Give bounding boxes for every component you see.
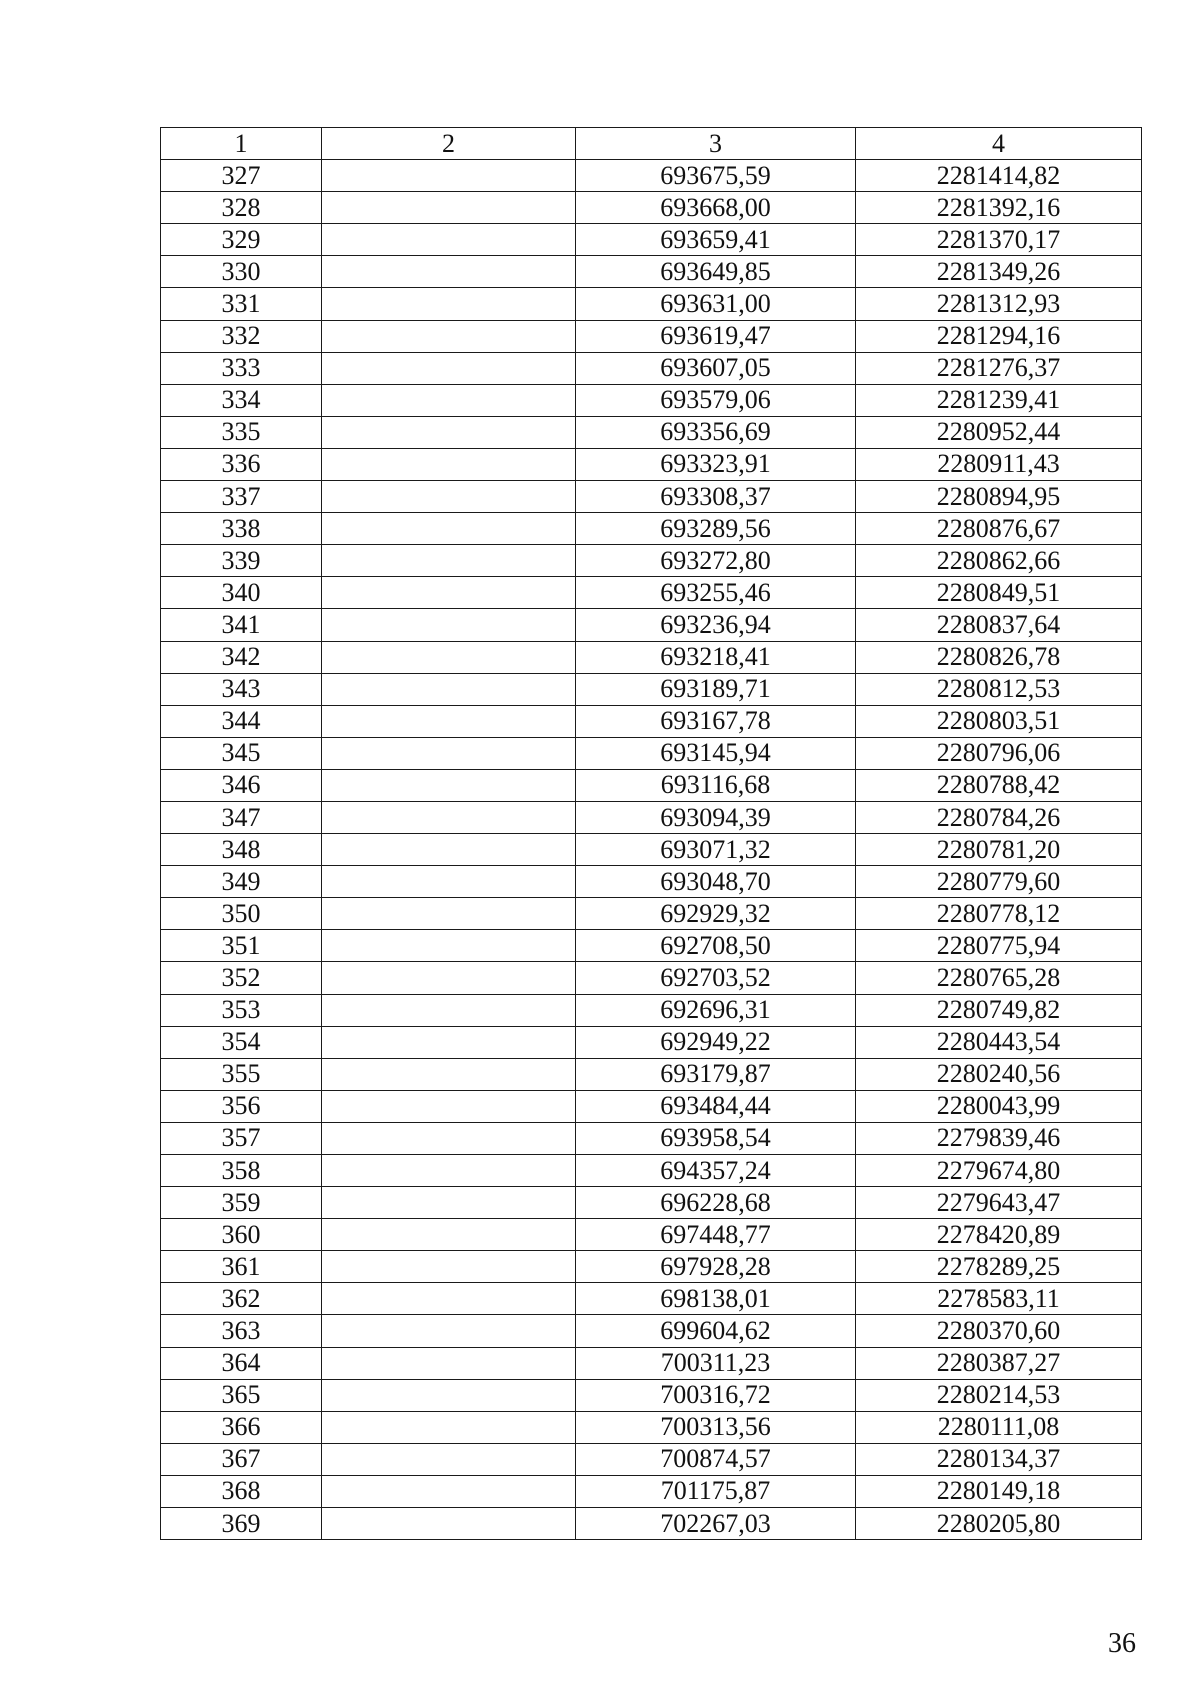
- y-coordinate-cell: 2281312,93: [856, 288, 1142, 320]
- description-cell: [322, 1411, 576, 1443]
- y-coordinate-cell: 2279643,47: [856, 1187, 1142, 1219]
- y-coordinate-cell: 2280826,78: [856, 641, 1142, 673]
- point-number-cell: 365: [161, 1379, 322, 1411]
- description-cell: [322, 1155, 576, 1187]
- y-coordinate-cell: 2280862,66: [856, 545, 1142, 577]
- x-coordinate-cell: 693289,56: [576, 513, 856, 545]
- table-row: [161, 1058, 1142, 1090]
- description-cell: [322, 705, 576, 737]
- y-coordinate-cell: 2280749,82: [856, 994, 1142, 1026]
- y-coordinate-cell: 2280240,56: [856, 1058, 1142, 1090]
- point-number-cell: 348: [161, 834, 322, 866]
- x-coordinate-cell: 694357,24: [576, 1155, 856, 1187]
- point-number-cell: 331: [161, 288, 322, 320]
- description-cell: [322, 834, 576, 866]
- y-coordinate-cell: 2278289,25: [856, 1251, 1142, 1283]
- table-row: [161, 352, 1142, 384]
- description-cell: [322, 1026, 576, 1058]
- point-number-cell: 337: [161, 481, 322, 513]
- y-coordinate-cell: 2279674,80: [856, 1155, 1142, 1187]
- table-row: [161, 320, 1142, 352]
- point-number-cell: 332: [161, 320, 322, 352]
- y-coordinate-cell: 2280894,95: [856, 481, 1142, 513]
- description-cell: [322, 416, 576, 448]
- point-number-cell: 354: [161, 1026, 322, 1058]
- y-coordinate-cell: 2281392,16: [856, 192, 1142, 224]
- table-row: [161, 256, 1142, 288]
- point-number-cell: 358: [161, 1155, 322, 1187]
- y-coordinate-cell: 2280111,08: [856, 1411, 1142, 1443]
- description-cell: [322, 513, 576, 545]
- y-coordinate-cell: 2279839,46: [856, 1122, 1142, 1154]
- description-cell: [322, 1508, 576, 1540]
- point-number-cell: 341: [161, 609, 322, 641]
- table-row: [161, 801, 1142, 833]
- table-row: [161, 384, 1142, 416]
- point-number-cell: 344: [161, 705, 322, 737]
- table-row: [161, 1219, 1142, 1251]
- y-coordinate-cell: 2281370,17: [856, 224, 1142, 256]
- table-row: [161, 1090, 1142, 1122]
- y-coordinate-cell: 2280043,99: [856, 1090, 1142, 1122]
- description-cell: [322, 898, 576, 930]
- point-number-cell: 367: [161, 1443, 322, 1475]
- point-number-cell: 364: [161, 1347, 322, 1379]
- table-row: [161, 1508, 1142, 1540]
- table-row: [161, 1315, 1142, 1347]
- y-coordinate-cell: 2278420,89: [856, 1219, 1142, 1251]
- y-coordinate-cell: 2280134,37: [856, 1443, 1142, 1475]
- y-coordinate-cell: 2278583,11: [856, 1283, 1142, 1315]
- description-cell: [322, 673, 576, 705]
- point-number-cell: 369: [161, 1508, 322, 1540]
- point-number-cell: 342: [161, 641, 322, 673]
- table-row: [161, 769, 1142, 801]
- point-number-cell: 362: [161, 1283, 322, 1315]
- x-coordinate-cell: 693179,87: [576, 1058, 856, 1090]
- description-cell: [322, 737, 576, 769]
- point-number-cell: 355: [161, 1058, 322, 1090]
- point-number-cell: 357: [161, 1122, 322, 1154]
- table-row: [161, 577, 1142, 609]
- y-coordinate-cell: 2280812,53: [856, 673, 1142, 705]
- description-cell: [322, 1475, 576, 1507]
- y-coordinate-cell: 2281349,26: [856, 256, 1142, 288]
- point-number-cell: 347: [161, 801, 322, 833]
- table-row: [161, 962, 1142, 994]
- x-coordinate-cell: 693649,85: [576, 256, 856, 288]
- x-coordinate-cell: 693048,70: [576, 866, 856, 898]
- x-coordinate-cell: 693484,44: [576, 1090, 856, 1122]
- table-row: [161, 1411, 1142, 1443]
- point-number-cell: 359: [161, 1187, 322, 1219]
- x-coordinate-cell: 701175,87: [576, 1475, 856, 1507]
- table-row: [161, 705, 1142, 737]
- point-number-cell: 353: [161, 994, 322, 1026]
- x-coordinate-cell: 693631,00: [576, 288, 856, 320]
- description-cell: [322, 801, 576, 833]
- x-coordinate-cell: 700313,56: [576, 1411, 856, 1443]
- table-row: [161, 416, 1142, 448]
- table-row: [161, 160, 1142, 192]
- x-coordinate-cell: 693145,94: [576, 737, 856, 769]
- description-cell: [322, 1090, 576, 1122]
- x-coordinate-cell: 693094,39: [576, 801, 856, 833]
- table-row: [161, 192, 1142, 224]
- point-number-cell: 361: [161, 1251, 322, 1283]
- x-coordinate-cell: 697928,28: [576, 1251, 856, 1283]
- x-coordinate-cell: 693071,32: [576, 834, 856, 866]
- x-coordinate-cell: 693579,06: [576, 384, 856, 416]
- y-coordinate-cell: 2280387,27: [856, 1347, 1142, 1379]
- table-row: [161, 930, 1142, 962]
- x-coordinate-cell: 692696,31: [576, 994, 856, 1026]
- point-number-cell: 327: [161, 160, 322, 192]
- x-coordinate-cell: 702267,03: [576, 1508, 856, 1540]
- header-row: [161, 128, 1142, 160]
- y-coordinate-cell: 2280443,54: [856, 1026, 1142, 1058]
- table-row: [161, 1283, 1142, 1315]
- y-coordinate-cell: 2280779,60: [856, 866, 1142, 898]
- x-coordinate-cell: 693116,68: [576, 769, 856, 801]
- x-coordinate-cell: 693619,47: [576, 320, 856, 352]
- table-row: [161, 1026, 1142, 1058]
- x-coordinate-cell: 692703,52: [576, 962, 856, 994]
- table-row: [161, 1379, 1142, 1411]
- x-coordinate-cell: 692929,32: [576, 898, 856, 930]
- x-coordinate-cell: 693308,37: [576, 481, 856, 513]
- point-number-cell: 346: [161, 769, 322, 801]
- table-row: [161, 448, 1142, 480]
- x-coordinate-cell: 692708,50: [576, 930, 856, 962]
- x-coordinate-cell: 700311,23: [576, 1347, 856, 1379]
- y-coordinate-cell: 2280876,67: [856, 513, 1142, 545]
- x-coordinate-cell: 693255,46: [576, 577, 856, 609]
- table-row: [161, 1187, 1142, 1219]
- table-row: [161, 545, 1142, 577]
- point-number-cell: 333: [161, 352, 322, 384]
- description-cell: [322, 1122, 576, 1154]
- x-coordinate-cell: 700874,57: [576, 1443, 856, 1475]
- y-coordinate-cell: 2281294,16: [856, 320, 1142, 352]
- description-cell: [322, 962, 576, 994]
- description-cell: [322, 384, 576, 416]
- x-coordinate-cell: 693189,71: [576, 673, 856, 705]
- description-cell: [322, 288, 576, 320]
- description-cell: [322, 1219, 576, 1251]
- description-cell: [322, 1315, 576, 1347]
- description-cell: [322, 320, 576, 352]
- table-row: [161, 1122, 1142, 1154]
- y-coordinate-cell: 2280781,20: [856, 834, 1142, 866]
- description-cell: [322, 577, 576, 609]
- description-cell: [322, 1058, 576, 1090]
- y-coordinate-cell: 2280370,60: [856, 1315, 1142, 1347]
- description-cell: [322, 545, 576, 577]
- point-number-cell: 329: [161, 224, 322, 256]
- description-cell: [322, 256, 576, 288]
- x-coordinate-cell: 693607,05: [576, 352, 856, 384]
- coordinates-table: [160, 127, 1142, 1540]
- x-coordinate-cell: 700316,72: [576, 1379, 856, 1411]
- table-row: [161, 898, 1142, 930]
- page-number: 36: [1108, 1628, 1136, 1659]
- table-row: [161, 1251, 1142, 1283]
- x-coordinate-cell: 693659,41: [576, 224, 856, 256]
- table-row: [161, 288, 1142, 320]
- point-number-cell: 343: [161, 673, 322, 705]
- table-row: [161, 834, 1142, 866]
- x-coordinate-cell: 698138,01: [576, 1283, 856, 1315]
- point-number-cell: 338: [161, 513, 322, 545]
- table-row: [161, 1347, 1142, 1379]
- description-cell: [322, 352, 576, 384]
- description-cell: [322, 1443, 576, 1475]
- x-coordinate-cell: 693668,00: [576, 192, 856, 224]
- point-number-cell: 335: [161, 416, 322, 448]
- description-cell: [322, 930, 576, 962]
- y-coordinate-cell: 2280952,44: [856, 416, 1142, 448]
- y-coordinate-cell: 2281239,41: [856, 384, 1142, 416]
- point-number-cell: 334: [161, 384, 322, 416]
- point-number-cell: 336: [161, 448, 322, 480]
- x-coordinate-cell: 693218,41: [576, 641, 856, 673]
- point-number-cell: 328: [161, 192, 322, 224]
- table-row: [161, 224, 1142, 256]
- point-number-cell: 352: [161, 962, 322, 994]
- description-cell: [322, 1283, 576, 1315]
- point-number-cell: 356: [161, 1090, 322, 1122]
- y-coordinate-cell: 2280149,18: [856, 1475, 1142, 1507]
- column-header-2: 2: [322, 128, 576, 160]
- table-row: [161, 609, 1142, 641]
- point-number-cell: 339: [161, 545, 322, 577]
- description-cell: [322, 192, 576, 224]
- column-header-1: 1: [161, 128, 322, 160]
- table-row: [161, 673, 1142, 705]
- point-number-cell: 360: [161, 1219, 322, 1251]
- description-cell: [322, 1347, 576, 1379]
- x-coordinate-cell: 696228,68: [576, 1187, 856, 1219]
- table-row: [161, 513, 1142, 545]
- description-cell: [322, 481, 576, 513]
- y-coordinate-cell: 2281414,82: [856, 160, 1142, 192]
- x-coordinate-cell: 697448,77: [576, 1219, 856, 1251]
- description-cell: [322, 1187, 576, 1219]
- x-coordinate-cell: 693323,91: [576, 448, 856, 480]
- point-number-cell: 330: [161, 256, 322, 288]
- y-coordinate-cell: 2280778,12: [856, 898, 1142, 930]
- x-coordinate-cell: 693236,94: [576, 609, 856, 641]
- description-cell: [322, 1379, 576, 1411]
- column-header-4: 4: [856, 128, 1142, 160]
- y-coordinate-cell: 2280837,64: [856, 609, 1142, 641]
- y-coordinate-cell: 2280803,51: [856, 705, 1142, 737]
- y-coordinate-cell: 2280205,80: [856, 1508, 1142, 1540]
- table-body: [161, 160, 1142, 1540]
- description-cell: [322, 1251, 576, 1283]
- point-number-cell: 366: [161, 1411, 322, 1443]
- table-row: [161, 1475, 1142, 1507]
- x-coordinate-cell: 693675,59: [576, 160, 856, 192]
- description-cell: [322, 866, 576, 898]
- point-number-cell: 345: [161, 737, 322, 769]
- y-coordinate-cell: 2280775,94: [856, 930, 1142, 962]
- table-row: [161, 737, 1142, 769]
- y-coordinate-cell: 2280784,26: [856, 801, 1142, 833]
- y-coordinate-cell: 2280765,28: [856, 962, 1142, 994]
- description-cell: [322, 448, 576, 480]
- description-cell: [322, 609, 576, 641]
- description-cell: [322, 994, 576, 1026]
- table-row: [161, 1155, 1142, 1187]
- point-number-cell: 340: [161, 577, 322, 609]
- y-coordinate-cell: 2280796,06: [856, 737, 1142, 769]
- description-cell: [322, 224, 576, 256]
- point-number-cell: 350: [161, 898, 322, 930]
- table-row: [161, 994, 1142, 1026]
- table-row: [161, 641, 1142, 673]
- column-header-3: 3: [576, 128, 856, 160]
- y-coordinate-cell: 2281276,37: [856, 352, 1142, 384]
- table-header: [161, 128, 1142, 160]
- point-number-cell: 351: [161, 930, 322, 962]
- x-coordinate-cell: 693272,80: [576, 545, 856, 577]
- x-coordinate-cell: 693167,78: [576, 705, 856, 737]
- y-coordinate-cell: 2280849,51: [856, 577, 1142, 609]
- table-row: [161, 1443, 1142, 1475]
- x-coordinate-cell: 699604,62: [576, 1315, 856, 1347]
- y-coordinate-cell: 2280911,43: [856, 448, 1142, 480]
- point-number-cell: 363: [161, 1315, 322, 1347]
- table-row: [161, 866, 1142, 898]
- table-row: [161, 481, 1142, 513]
- point-number-cell: 368: [161, 1475, 322, 1507]
- description-cell: [322, 160, 576, 192]
- point-number-cell: 349: [161, 866, 322, 898]
- description-cell: [322, 641, 576, 673]
- y-coordinate-cell: 2280788,42: [856, 769, 1142, 801]
- x-coordinate-cell: 693958,54: [576, 1122, 856, 1154]
- description-cell: [322, 769, 576, 801]
- y-coordinate-cell: 2280214,53: [856, 1379, 1142, 1411]
- x-coordinate-cell: 692949,22: [576, 1026, 856, 1058]
- x-coordinate-cell: 693356,69: [576, 416, 856, 448]
